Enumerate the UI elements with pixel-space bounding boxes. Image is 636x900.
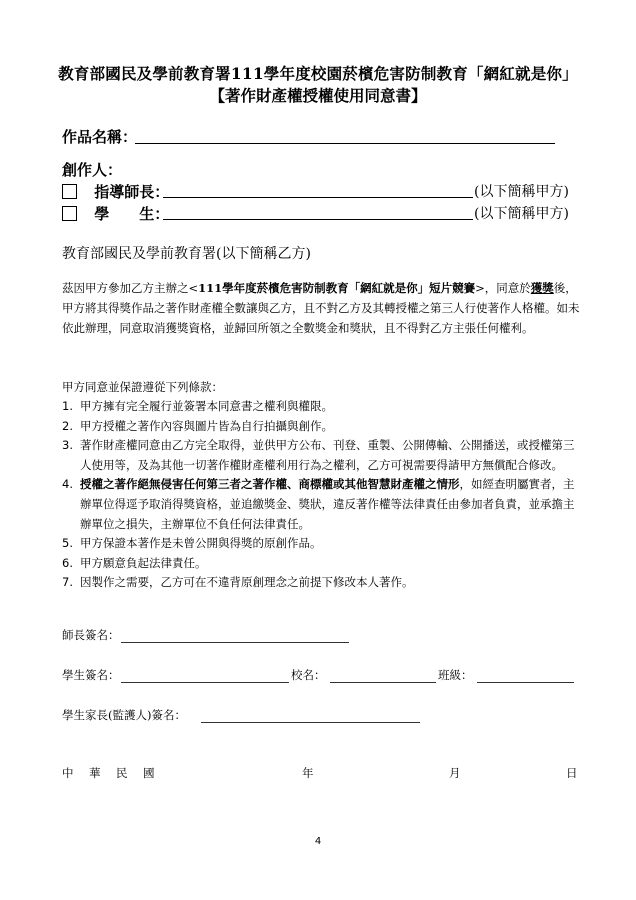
student-role-label: 學 生： xyxy=(94,205,170,223)
guardian-signature-label: 學生家長(監護人)簽名： xyxy=(62,708,186,722)
clause-item xyxy=(62,397,582,417)
clause-item xyxy=(62,534,582,554)
clause-item xyxy=(62,417,582,437)
clause-text: 因製作之需要，乙方可在不違背原創理念之前提下修改本人著作。 xyxy=(80,575,414,590)
intro-text-1: 茲因甲方參加乙方主辦之< xyxy=(62,281,199,295)
student-checkbox[interactable] xyxy=(62,206,77,221)
class-label: 班級： xyxy=(438,668,473,682)
intro-text-2: >，同意於 xyxy=(475,281,531,295)
document-title: 教育部國民及學前教育署111學年度校園菸檳危害防制教育「網紅就是你」 xyxy=(58,64,578,83)
clause-rest-text: ，如經查明屬實者，主辦單位得逕予取消得獎資格，並追繳獎金、獎狀，違反著作權等法律責任由參加者負責，並承擔主辦單位之損失，主辦單位不負任何法律責任。 xyxy=(80,477,575,531)
date-era: 中 華 民 國 xyxy=(62,766,157,780)
teacher-checkbox[interactable] xyxy=(62,184,77,199)
work-name-line[interactable] xyxy=(135,143,555,144)
work-name-label: 作品名稱： xyxy=(62,128,138,146)
school-label: 校名： xyxy=(291,668,326,682)
clause-number: 7. xyxy=(62,575,73,590)
creator-row-teacher xyxy=(62,181,169,202)
date-year: 年 xyxy=(302,766,314,780)
intro-text-3: 後，甲方將其得獎作品之著作財產權全數讓與乙方，且不對乙方及其轉授權之第三人行使著作人格權。如未依此辦理，同意取消獲獎資格，並歸回所領之全數獎金和獎狀，且不得對乙方主張任何權利。 xyxy=(62,281,580,335)
creator-label: 創作人： xyxy=(62,161,123,179)
school-line[interactable] xyxy=(330,682,436,683)
intro-paragraph xyxy=(62,278,582,338)
clause-number: 4. xyxy=(62,477,73,492)
clause-item xyxy=(62,436,582,475)
clause-number: 5. xyxy=(62,536,73,551)
page-number: 4 xyxy=(314,836,322,847)
clause-text: 甲方授權之著作內容與圖片皆為自行拍攝與創作。 xyxy=(80,418,333,433)
clause-text: 甲方保證本著作是未曾公開與得獎的原創作品。 xyxy=(80,536,322,551)
clause-bold-text: 授權之著作絕無侵害任何第三者之著作權、商標權或其他智慧財產權之情形 xyxy=(80,477,460,492)
teacher-role-label: 指導師長： xyxy=(94,183,170,201)
student-signature-line[interactable] xyxy=(121,682,289,683)
class-line[interactable] xyxy=(477,682,574,683)
clause-number: 6. xyxy=(62,555,73,570)
clause-item xyxy=(62,573,582,593)
student-name-line[interactable] xyxy=(163,219,473,220)
clause-number: 2. xyxy=(62,418,73,433)
document-subtitle: 【著作財產權授權使用同意書】 xyxy=(209,86,427,105)
clauses-intro: 甲方同意並保證遵從下列條款： xyxy=(62,380,223,394)
clause-item xyxy=(62,554,582,574)
clause-number: 3. xyxy=(62,438,73,453)
student-note: (以下簡稱甲方) xyxy=(474,206,569,222)
party-b-statement: 教育部國民及學前教育署(以下簡稱乙方) xyxy=(62,246,311,262)
clause-number: 1. xyxy=(62,399,73,413)
student-signature-label: 學生簽名： xyxy=(62,668,120,682)
creator-row-student xyxy=(62,203,169,224)
teacher-signature-line[interactable] xyxy=(121,642,349,643)
clause-text: 甲方擁有完全履行並簽署本同意書之權利與權限。 xyxy=(80,399,333,413)
clause-text: 著作財產權同意由乙方完全取得，並供甲方公布、刊登、重製、公開傳輸、公開播送，或授權第三人使用等，及為其他一切著作權財產權利用行為之權利，乙方可視需要得請甲方無償配合修改。 xyxy=(80,438,575,472)
date-day: 日 xyxy=(566,766,578,780)
teacher-signature-label: 師長簽名： xyxy=(62,628,120,642)
clause-text: 甲方願意負起法律責任。 xyxy=(80,555,207,570)
contest-name: 111學年度菸檳危害防制教育「網紅就是你」短片競賽 xyxy=(198,281,476,295)
guardian-signature-line[interactable] xyxy=(201,722,420,723)
teacher-name-line[interactable] xyxy=(163,197,473,198)
teacher-note: (以下簡稱甲方) xyxy=(474,184,569,200)
date-month: 月 xyxy=(449,766,461,780)
clauses-list xyxy=(62,397,582,593)
award-term: 獲獎 xyxy=(530,281,554,295)
clause-item xyxy=(62,475,582,534)
clause-text xyxy=(80,475,582,534)
